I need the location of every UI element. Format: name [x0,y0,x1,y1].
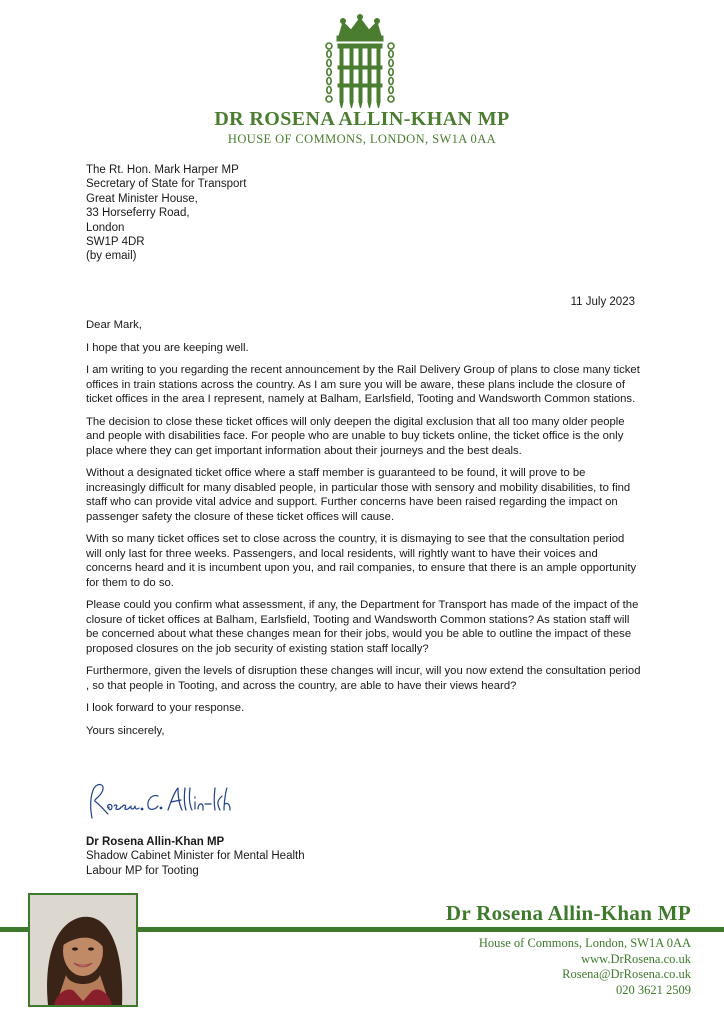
recipient-line: SW1P 4DR [86,236,145,249]
letterhead-name: DR ROSENA ALLIN-KHAN MP [214,108,510,130]
paragraph: With so many ticket offices set to close across the country, it is dismaying to see that the consultation period will only last for three weeks. Passengers, and local residents, will rightly want to have their voices and concerns heard and it is incumbent upon you, and rail companies, to ensure that there is an ample opportunity for them to do so. [86,533,637,589]
recipient-line: Great Minister House, [86,192,198,205]
paragraph: I hope that you are keeping well. [86,341,249,354]
recipient-address [86,163,246,264]
footer-contact [479,936,691,998]
portcullis-icon [321,14,399,110]
closing: Yours sincerely, [86,724,165,737]
letter-body [86,318,642,746]
paragraph: Without a designated ticket office where a staff member is guaranteed to be found, it will prove to be increasingly difficult for many disabled people, in particular those with sensory and mobility disabilities, to find staff who can provide vital advice and support. Further concerns have been raised regarding the impact on passenger safety the closure of these ticket offices will cause. [86,467,631,523]
footer-email-link[interactable]: Rosena@DrRosena.co.uk [562,967,691,982]
paragraph: Furthermore, given the levels of disruption these changes will incur, will you now extend the consultation period , so that people in Tooting, and across the country, are able to have their views heard? [86,665,641,692]
footer-name: Dr Rosena Allin-Khan MP [445,901,691,925]
handwritten-signature [82,778,232,822]
paragraph: The decision to close these ticket offices will only deepen the digital exclusion that all too many older people and people with disabilities face. For people who are unable to buy tickets online, the ticket office is the only place where they can get important information about their journeys and the best deals. [86,415,625,457]
footer-phone: 020 3621 2509 [616,982,691,997]
signatory-name: Dr Rosena Allin-Khan MP [86,836,225,848]
signatory-title: Shadow Cabinet Minister for Mental Health [86,850,305,863]
letter-date: 11 July 2023 [570,296,635,308]
recipient-line: London [86,221,125,234]
recipient-line: The Rt. Hon. Mark Harper MP [86,164,239,176]
recipient-line: 33 Horseferry Road, [86,207,190,220]
mp-portrait-photo [28,893,138,1007]
signatory-constituency: Labour MP for Tooting [86,864,199,877]
footer-website-link[interactable]: www.DrRosena.co.uk [581,951,691,966]
paragraph: Please could you confirm what assessment, if any, the Department for Transport has made of the impact of the closure of ticket offices at Balham, Earlsfield, Tooting and Wandsworth Common stations? As station staff will be concerned about what these changes mean for their jobs, would you be able to outline the impact of these proposed closures on the job security of existing station staff locally? [86,599,639,655]
letterhead-address: HOUSE OF COMMONS, LONDON, SW1A 0AA [227,132,497,146]
recipient-line: (by email) [86,250,137,263]
footer-address: House of Commons, London, SW1A 0AA [478,936,691,950]
paragraph: I look forward to your response. [86,702,245,714]
recipient-line: Secretary of State for Transport [86,178,247,191]
paragraph: I am writing to you regarding the recent announcement by the Rail Delivery Group of plans to close many ticket offices in train stations across the country. As I am sure you will be aware, these plans include the closure of ticket offices in the area I represent, namely at Balham, Earlsfield, Tooting and Wandsworth Common stations. [86,364,640,405]
salutation: Dear Mark, [86,319,142,331]
signatory-block [86,835,305,878]
